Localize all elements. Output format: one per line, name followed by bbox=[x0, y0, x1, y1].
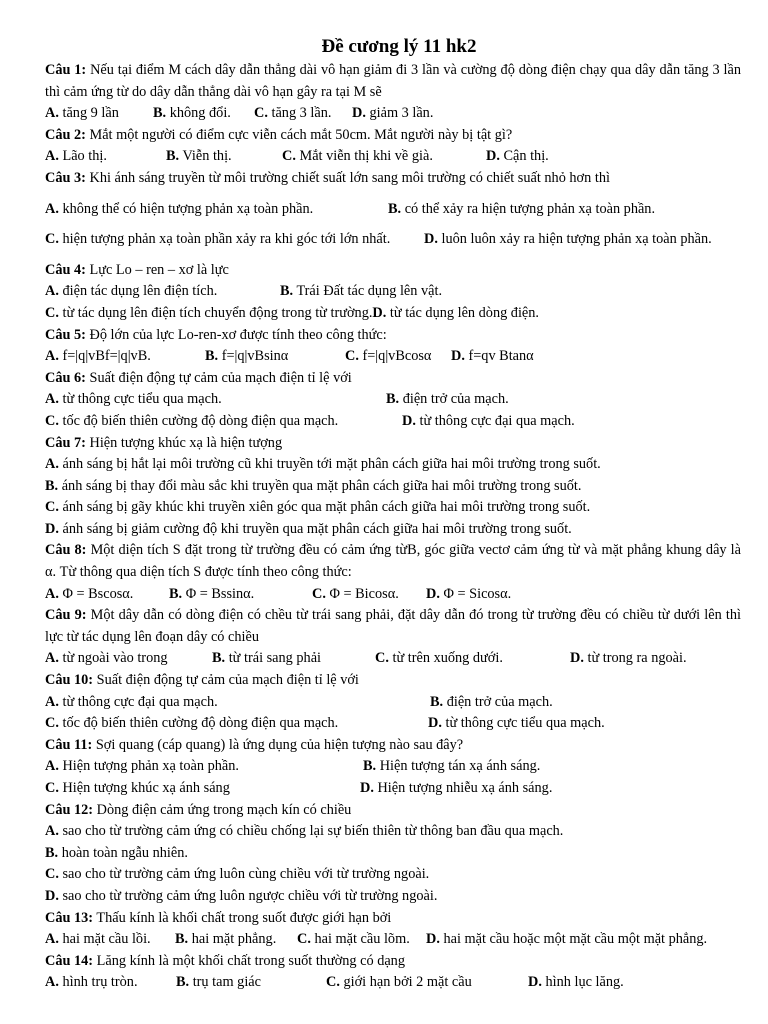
option-text: sao cho từ trường cảm ứng luôn cùng chiều với từ trường ngoài. bbox=[58, 866, 430, 883]
option-text: từ thông cực đại qua mạch. bbox=[415, 412, 575, 429]
option-text: tốc độ biến thiên cường độ dòng điện qua mạch. bbox=[58, 715, 339, 732]
options-row bbox=[45, 146, 741, 168]
option-b bbox=[386, 389, 509, 411]
option-text: từ tác dụng lên điện tích chuyển động trong từ trường. bbox=[58, 304, 373, 321]
document-page bbox=[45, 34, 741, 994]
option-text: trụ tam giác bbox=[189, 974, 261, 991]
option-text: f=|q|vBcosα bbox=[358, 348, 432, 365]
spacer bbox=[45, 220, 741, 229]
question-text: Lực Lo – ren – xơ là lực bbox=[85, 261, 229, 278]
option-key: C. bbox=[375, 650, 389, 667]
option-d bbox=[45, 886, 741, 908]
option-b bbox=[153, 103, 231, 125]
option-text: Viễn thị. bbox=[179, 148, 232, 165]
option-d bbox=[426, 929, 707, 951]
option-c bbox=[45, 411, 338, 433]
question-text: Hiện tượng khúc xạ là hiện tượng bbox=[85, 434, 283, 451]
options-row bbox=[45, 346, 741, 368]
option-key: C. bbox=[45, 412, 59, 429]
option-text: sao cho từ trường cảm ứng có chiều chống lại sự biến thiên từ thông ban đầu qua mạch. bbox=[58, 823, 564, 840]
option-a bbox=[45, 389, 222, 411]
option-key: C. bbox=[254, 105, 268, 122]
option-text: ánh sáng bị gãy khúc khi truyền xiên góc qua mặt phân cách giữa hai môi trường trong suốt. bbox=[58, 499, 591, 516]
option-c bbox=[375, 648, 503, 670]
options-row bbox=[45, 303, 741, 325]
option-c bbox=[297, 929, 410, 951]
options-row bbox=[45, 389, 741, 411]
question-text: Độ lớn của lực Lo-ren-xơ được tính theo công thức: bbox=[85, 326, 387, 343]
option-text: từ tác dụng lên dòng điện. bbox=[386, 304, 540, 321]
option-text: hình trụ tròn. bbox=[58, 974, 138, 991]
option-text: Cận thị. bbox=[499, 148, 549, 165]
option-text: từ thông cực đại qua mạch. bbox=[58, 693, 218, 710]
option-a bbox=[45, 972, 138, 994]
question-label: Câu 2: bbox=[45, 126, 86, 143]
option-text: luôn luôn xảy ra hiện tượng phản xạ toàn phần. bbox=[437, 231, 712, 248]
question-8 bbox=[45, 540, 741, 583]
question-label: Câu 12: bbox=[45, 801, 94, 818]
option-a bbox=[45, 146, 107, 168]
question-label: Câu 6: bbox=[45, 369, 86, 386]
option-text: từ ngoài vào trong bbox=[58, 650, 168, 667]
spacer bbox=[45, 251, 741, 260]
option-key: D. bbox=[570, 650, 584, 667]
option-a bbox=[45, 199, 313, 221]
option-text: Lão thị. bbox=[58, 148, 107, 165]
options-row bbox=[45, 778, 741, 800]
question-11 bbox=[45, 735, 741, 757]
option-text: Mắt viễn thị khi về già. bbox=[295, 148, 433, 165]
option-a bbox=[45, 103, 119, 125]
question-label: Câu 4: bbox=[45, 261, 86, 278]
option-text: Hiện tượng nhiễu xạ ánh sáng. bbox=[373, 780, 553, 796]
question-14 bbox=[45, 951, 741, 973]
option-key: C. bbox=[282, 148, 296, 165]
options-row bbox=[45, 229, 741, 251]
option-c bbox=[345, 346, 431, 368]
option-text: Φ = Bicosα. bbox=[325, 585, 399, 602]
option-key: C. bbox=[326, 974, 340, 991]
options-row bbox=[45, 411, 741, 433]
option-key: B. bbox=[363, 758, 377, 775]
question-label: Câu 11: bbox=[45, 736, 93, 753]
option-c bbox=[45, 497, 741, 519]
option-key: D. bbox=[372, 304, 387, 321]
option-c bbox=[45, 229, 390, 251]
question-label: Câu 13: bbox=[45, 909, 94, 926]
option-key: A. bbox=[45, 650, 59, 667]
option-text: tăng 9 lần bbox=[58, 105, 119, 122]
option-b bbox=[175, 929, 276, 951]
question-text: Suất điện động tự cảm của mạch điện tỉ lệ với bbox=[93, 672, 359, 689]
option-key: C. bbox=[45, 231, 59, 248]
option-text: sao cho từ trường cảm ứng luôn ngược chiều với từ trường ngoài. bbox=[58, 887, 438, 904]
option-key: A. bbox=[45, 693, 59, 710]
option-key: B. bbox=[166, 148, 180, 165]
option-key: B. bbox=[205, 348, 219, 365]
option-key: C. bbox=[45, 304, 59, 321]
option-text: hoàn toàn ngẫu nhiên. bbox=[58, 844, 188, 861]
option-b bbox=[176, 972, 261, 994]
option-text: Hiện tượng tán xạ ánh sáng. bbox=[376, 758, 541, 775]
options-row bbox=[45, 281, 741, 303]
option-key: D. bbox=[426, 585, 440, 602]
option-text: có thể xảy ra hiện tượng phản xạ toàn phần. bbox=[401, 200, 656, 217]
option-b bbox=[212, 648, 321, 670]
option-a bbox=[45, 929, 151, 951]
option-b bbox=[205, 346, 288, 368]
option-text: f=qv Btanα bbox=[464, 348, 534, 365]
option-text: hai mặt cầu lõm. bbox=[310, 931, 410, 948]
options-row bbox=[45, 929, 741, 951]
option-d bbox=[424, 229, 712, 251]
option-b bbox=[166, 146, 232, 168]
option-text: từ thông cực tiểu qua mạch. bbox=[441, 715, 605, 732]
option-d bbox=[528, 972, 624, 994]
option-key: D. bbox=[428, 715, 442, 732]
option-key: A. bbox=[45, 974, 59, 991]
options-row bbox=[45, 199, 741, 221]
question-label: Câu 9: bbox=[45, 607, 87, 624]
question-text: Mắt một người có điểm cực viễn cách mắt 50cm. Mắt người này bị tật gì? bbox=[85, 126, 513, 143]
option-text: Hiện tượng phản xạ toàn phần. bbox=[58, 758, 239, 775]
option-text: f=|q|vBf=|q|vB. bbox=[58, 348, 151, 365]
option-key: B. bbox=[45, 477, 59, 494]
option-key: A. bbox=[45, 391, 59, 408]
option-d bbox=[402, 411, 575, 433]
option-text: hình lục lăng. bbox=[541, 974, 624, 991]
option-a bbox=[45, 756, 239, 778]
question-text: Lăng kính là một khối chất trong suốt thường có dạng bbox=[93, 952, 405, 969]
option-c bbox=[45, 305, 372, 321]
option-key: C. bbox=[45, 499, 59, 516]
options-row bbox=[45, 756, 741, 778]
option-b bbox=[280, 281, 442, 303]
option-a bbox=[45, 692, 218, 714]
question-6 bbox=[45, 368, 741, 390]
question-10 bbox=[45, 670, 741, 692]
option-key: D. bbox=[45, 520, 59, 537]
option-key: B. bbox=[280, 283, 294, 300]
question-text: Một diện tích S đặt trong từ trường đều có cảm ứng từB, góc giữa vectơ cảm ứng từ và mặt phẳng khung dây là α. Từ thông qua diện tích S được tính theo công thức: bbox=[45, 542, 741, 581]
option-text: giới hạn bởi 2 mặt cầu bbox=[339, 974, 472, 991]
options-row bbox=[45, 103, 741, 125]
option-key: A. bbox=[45, 585, 59, 602]
option-b bbox=[169, 584, 254, 606]
option-text: ánh sáng bị hắt lại môi trường cũ khi truyền tới mặt phân cách giữa hai môi trường trong suốt. bbox=[58, 456, 601, 473]
option-b bbox=[363, 756, 540, 778]
option-d bbox=[570, 648, 687, 670]
options-row bbox=[45, 584, 741, 606]
option-key: B. bbox=[430, 693, 444, 710]
option-key: C. bbox=[312, 585, 326, 602]
option-text: từ thông cực tiểu qua mạch. bbox=[58, 391, 222, 408]
question-text: Khi ánh sáng truyền từ môi trường chiết suất lớn sang môi trường có chiết suất nhỏ hơn thì bbox=[85, 169, 610, 186]
options-row bbox=[45, 692, 741, 714]
option-text: Hiện tượng khúc xạ ánh sáng bbox=[58, 780, 230, 796]
option-key: A. bbox=[45, 105, 59, 122]
option-text: từ trên xuống dưới. bbox=[388, 650, 503, 667]
option-text: điện tác dụng lên điện tích. bbox=[58, 283, 218, 300]
option-text: f=|q|vBsinα bbox=[218, 348, 289, 365]
option-b bbox=[45, 476, 741, 498]
option-b bbox=[388, 199, 655, 221]
page-title: Đề cương lý 11 hk2 bbox=[321, 36, 477, 57]
option-text: không đổi. bbox=[166, 105, 231, 122]
option-c bbox=[326, 972, 472, 994]
option-c bbox=[45, 778, 230, 800]
options-row bbox=[45, 972, 741, 994]
option-key: B. bbox=[45, 844, 59, 861]
option-key: D. bbox=[486, 148, 500, 165]
option-a bbox=[45, 454, 741, 476]
option-key: D. bbox=[426, 931, 440, 948]
option-a bbox=[45, 821, 741, 843]
question-text: Thấu kính là khối chất trong suốt được giới hạn bởi bbox=[93, 909, 392, 926]
option-text: ánh sáng bị giảm cường độ khi truyền qua mặt phân cách giữa hai môi trường trong suốt. bbox=[58, 520, 572, 537]
option-text: giảm 3 lần. bbox=[365, 105, 434, 122]
question-label: Câu 8: bbox=[45, 542, 87, 559]
option-key: D. bbox=[528, 974, 542, 991]
question-label: Câu 3: bbox=[45, 169, 86, 186]
option-c bbox=[254, 103, 331, 125]
question-2 bbox=[45, 125, 741, 147]
option-key: C. bbox=[345, 348, 359, 365]
question-label: Câu 7: bbox=[45, 434, 86, 451]
question-5 bbox=[45, 325, 741, 347]
option-d bbox=[45, 519, 741, 541]
option-text: Φ = Bssinα. bbox=[182, 585, 255, 602]
question-13 bbox=[45, 908, 741, 930]
question-3 bbox=[45, 168, 741, 190]
question-12 bbox=[45, 800, 741, 822]
option-text: điện trở của mạch. bbox=[443, 693, 553, 710]
option-key: A. bbox=[45, 931, 59, 948]
option-key: B. bbox=[153, 105, 167, 122]
option-c bbox=[45, 864, 741, 886]
option-d bbox=[360, 778, 552, 800]
question-4 bbox=[45, 260, 741, 282]
option-b bbox=[430, 692, 553, 714]
option-text: Φ = Sicosα. bbox=[439, 585, 512, 602]
option-key: B. bbox=[169, 585, 183, 602]
question-label: Câu 14: bbox=[45, 952, 94, 969]
option-a bbox=[45, 281, 217, 303]
option-key: D. bbox=[402, 412, 416, 429]
question-text: Nếu tại điểm M cách dây dẫn thẳng dài vô hạn giảm đi 3 lần và cường độ dòng điện chạy qua dây dẫn tăng 3 lần thì cảm ứng từ do dây dẫn thẳng dài vô hạn gây ra tại M sẽ bbox=[45, 62, 741, 100]
option-d bbox=[372, 305, 539, 321]
option-key: A. bbox=[45, 758, 59, 775]
spacer bbox=[45, 190, 741, 199]
option-text: hai mặt phẳng. bbox=[188, 931, 277, 948]
option-key: B. bbox=[176, 974, 190, 991]
option-key: B. bbox=[388, 200, 402, 217]
option-d bbox=[426, 584, 511, 606]
option-key: C. bbox=[45, 866, 59, 883]
option-key: D. bbox=[352, 105, 366, 122]
question-label: Câu 1: bbox=[45, 62, 87, 78]
option-d bbox=[428, 713, 605, 735]
option-c bbox=[312, 584, 399, 606]
options-row bbox=[45, 713, 741, 735]
question-text: Sợi quang (cáp quang) là ứng dụng của hiện tượng nào sau đây? bbox=[92, 736, 464, 753]
option-key: A. bbox=[45, 148, 59, 165]
option-a bbox=[45, 584, 133, 606]
option-text: từ trái sang phải bbox=[225, 650, 322, 667]
option-text: từ trong ra ngoài. bbox=[583, 650, 687, 667]
option-text: tốc độ biến thiên cường độ dòng điện qua mạch. bbox=[58, 412, 339, 429]
option-text: không thể có hiện tượng phản xạ toàn phần. bbox=[58, 200, 314, 217]
option-b bbox=[45, 843, 741, 865]
option-text: điện trở của mạch. bbox=[399, 391, 509, 408]
option-key: D. bbox=[424, 231, 438, 248]
option-key: C. bbox=[297, 931, 311, 948]
question-1 bbox=[45, 60, 741, 103]
option-key: A. bbox=[45, 348, 59, 365]
option-key: C. bbox=[45, 715, 59, 732]
option-text: hai mặt cầu hoặc một mặt cầu một mặt phẳng. bbox=[439, 931, 708, 948]
option-key: B. bbox=[212, 650, 226, 667]
option-a bbox=[45, 648, 168, 670]
option-d bbox=[451, 346, 534, 368]
option-text: Trái Đất tác dụng lên vật. bbox=[293, 283, 443, 300]
option-key: A. bbox=[45, 823, 59, 840]
option-text: tăng 3 lần. bbox=[267, 105, 332, 122]
option-key: B. bbox=[175, 931, 189, 948]
option-a bbox=[45, 346, 151, 368]
option-c bbox=[45, 713, 338, 735]
question-text: Dòng điện cảm ứng trong mạch kín có chiều bbox=[93, 801, 352, 818]
option-key: D. bbox=[45, 887, 59, 904]
question-9 bbox=[45, 605, 741, 648]
option-key: A. bbox=[45, 283, 59, 300]
option-c bbox=[282, 146, 433, 168]
question-label: Câu 10: bbox=[45, 672, 94, 689]
option-key: A. bbox=[45, 200, 59, 217]
option-text: hai mặt cầu lồi. bbox=[58, 931, 151, 948]
option-key: C. bbox=[45, 780, 59, 796]
option-d bbox=[486, 146, 549, 168]
question-7 bbox=[45, 433, 741, 455]
options-row bbox=[45, 648, 741, 670]
option-d bbox=[352, 103, 433, 125]
question-label: Câu 5: bbox=[45, 326, 86, 343]
option-key: B. bbox=[386, 391, 400, 408]
option-key: A. bbox=[45, 456, 59, 473]
option-key: D. bbox=[451, 348, 465, 365]
option-text: Φ = Bscosα. bbox=[58, 585, 134, 602]
option-key: D. bbox=[360, 780, 374, 796]
question-text: Một dây dẫn có dòng điện có chều từ trái sang phải, đặt dây dẫn đó trong từ trường đều có chiều từ dưới lên thì lực từ tác dụng lên đoạn dây có chiều bbox=[45, 607, 741, 645]
option-text: hiện tượng phản xạ toàn phần xảy ra khi góc tới lớn nhất. bbox=[58, 231, 391, 248]
question-text: Suất điện động tự cảm của mạch điện tỉ lệ với bbox=[85, 369, 352, 386]
option-text: ánh sáng bị thay đổi màu sắc khi truyền qua mặt phân cách giữa hai môi trường trong suốt. bbox=[58, 477, 582, 494]
